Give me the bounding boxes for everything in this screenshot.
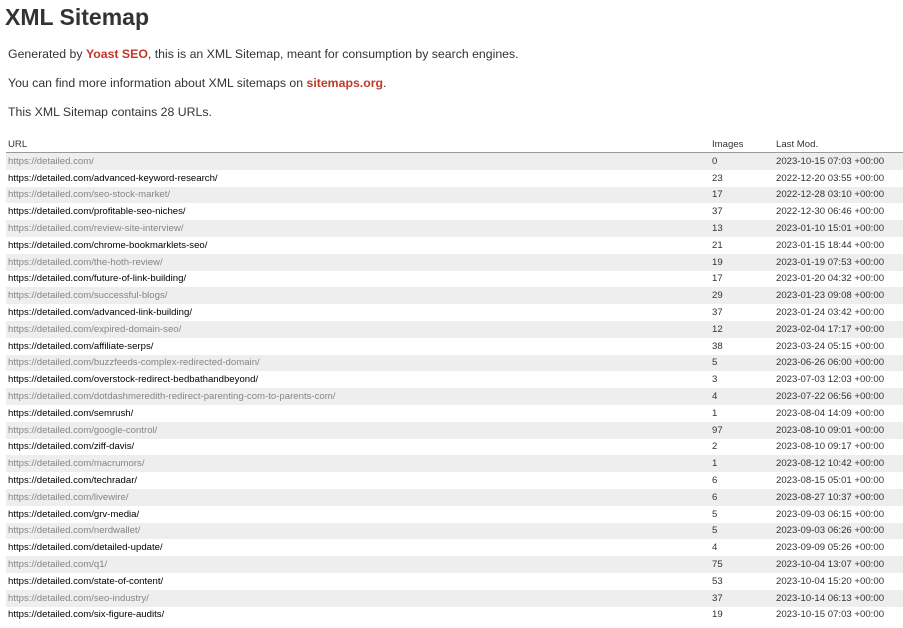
- images-count: 5: [712, 508, 718, 520]
- url-cell: [6, 573, 710, 590]
- url-cell: [6, 472, 710, 489]
- url-link[interactable]: https://detailed.com/techradar/: [8, 475, 138, 487]
- yoast-seo-link[interactable]: Yoast SEO: [85, 47, 148, 61]
- table-row: [6, 388, 903, 405]
- url-cell: [6, 187, 710, 204]
- last-modified: 2023-09-03 06:26 +00:00: [776, 525, 885, 537]
- url-link[interactable]: https://detailed.com/q1/: [8, 559, 108, 571]
- table-row: [6, 607, 903, 624]
- url-link[interactable]: https://detailed.com/six-figure-audits/: [8, 609, 165, 621]
- last-modified: 2023-10-14 06:13 +00:00: [776, 592, 885, 604]
- url-link[interactable]: https://detailed.com/affiliate-serps/: [8, 340, 154, 352]
- images-count: 1: [712, 458, 718, 470]
- url-link[interactable]: https://detailed.com/future-of-link-building/: [8, 273, 187, 285]
- table-header-row: [6, 137, 903, 153]
- url-cell: [6, 237, 710, 254]
- images-count: 75: [712, 559, 723, 571]
- last-modified: 2022-12-28 03:10 +00:00: [776, 189, 885, 201]
- info-suffix: .: [383, 76, 387, 90]
- url-cell: [6, 556, 710, 573]
- table-row: [6, 254, 903, 271]
- images-count: 4: [712, 391, 718, 403]
- url-link[interactable]: https://detailed.com/semrush/: [8, 407, 134, 419]
- column-header-lastmod[interactable]: Last Mod.: [774, 137, 903, 153]
- images-count: 38: [712, 340, 723, 352]
- table-row: [6, 170, 903, 187]
- images-count: 19: [712, 609, 723, 621]
- last-modified: 2023-08-12 10:42 +00:00: [776, 458, 885, 470]
- last-modified: 2023-06-26 06:00 +00:00: [776, 357, 885, 369]
- images-count: 3: [712, 374, 718, 386]
- images-count: 37: [712, 592, 723, 604]
- images-count: 6: [712, 475, 718, 487]
- table-row: [6, 573, 903, 590]
- last-modified: 2023-07-22 06:56 +00:00: [776, 391, 885, 403]
- last-modified: 2023-10-04 15:20 +00:00: [776, 575, 885, 587]
- url-cell: [6, 506, 710, 523]
- images-count: 5: [712, 357, 718, 369]
- last-modified: 2023-01-20 04:32 +00:00: [776, 273, 885, 285]
- images-count: 17: [712, 273, 723, 285]
- last-modified: 2023-01-24 03:42 +00:00: [776, 307, 885, 319]
- table-row: [6, 203, 903, 220]
- table-row: [6, 187, 903, 204]
- url-cell: [6, 271, 710, 288]
- table-row: [6, 153, 903, 170]
- url-cell: [6, 405, 710, 422]
- images-count: 37: [712, 307, 723, 319]
- url-link[interactable]: https://detailed.com/profitable-seo-niches/: [8, 206, 186, 218]
- table-row: [6, 237, 903, 254]
- last-modified: 2023-09-03 06:15 +00:00: [776, 508, 885, 520]
- table-row: [6, 321, 903, 338]
- last-modified: 2023-08-04 14:09 +00:00: [776, 407, 885, 419]
- url-link[interactable]: https://detailed.com/grv-media/: [8, 508, 140, 520]
- url-link[interactable]: https://detailed.com/advanced-link-building/: [8, 307, 192, 319]
- table-row: [6, 287, 903, 304]
- images-count: 2: [712, 441, 718, 453]
- last-modified: 2023-08-10 09:17 +00:00: [776, 441, 885, 453]
- url-cell: [6, 321, 710, 338]
- url-cell: [6, 254, 710, 271]
- table-row: [6, 304, 903, 321]
- images-count: 12: [712, 323, 723, 335]
- last-modified: 2023-02-04 17:17 +00:00: [776, 323, 885, 335]
- sitemap-table: [6, 137, 903, 623]
- generator-prefix: Generated by: [8, 47, 86, 61]
- table-row: [6, 439, 903, 456]
- url-cell: [6, 287, 710, 304]
- last-modified: 2022-12-30 06:46 +00:00: [776, 206, 885, 218]
- last-modified: 2023-09-09 05:26 +00:00: [776, 542, 885, 554]
- table-row: [6, 220, 903, 237]
- table-row: [6, 489, 903, 506]
- last-modified: 2023-03-24 05:15 +00:00: [776, 340, 885, 352]
- url-cell: [6, 338, 710, 355]
- last-modified: 2023-01-10 15:01 +00:00: [776, 223, 885, 235]
- url-cell: [6, 220, 710, 237]
- url-cell: [6, 203, 710, 220]
- last-modified: 2023-08-27 10:37 +00:00: [776, 491, 885, 503]
- last-modified: 2023-10-15 07:03 +00:00: [776, 609, 885, 621]
- url-cell: [6, 439, 710, 456]
- table-row: [6, 506, 903, 523]
- column-header-url[interactable]: URL: [6, 137, 710, 153]
- last-modified: 2023-08-15 05:01 +00:00: [776, 475, 885, 487]
- generator-suffix: , this is an XML Sitemap, meant for consumption by search engines.: [147, 47, 519, 61]
- table-row: [6, 590, 903, 607]
- images-count: 29: [712, 290, 723, 302]
- column-header-images[interactable]: Images: [710, 137, 774, 153]
- url-count-text: This XML Sitemap contains 28 URLs.: [8, 105, 212, 119]
- sitemap-table-body: [6, 153, 903, 624]
- url-link[interactable]: https://detailed.com/livewire/: [8, 491, 129, 503]
- table-row: [6, 472, 903, 489]
- last-modified: 2023-01-15 18:44 +00:00: [776, 239, 885, 251]
- url-cell: [6, 371, 710, 388]
- table-row: [6, 405, 903, 422]
- info-prefix: You can find more information about XML sitemaps on: [8, 76, 307, 90]
- images-count: 53: [712, 575, 723, 587]
- table-row: [6, 271, 903, 288]
- last-modified: 2022-12-20 03:55 +00:00: [776, 172, 885, 184]
- url-cell: [6, 170, 710, 187]
- table-row: [6, 422, 903, 439]
- url-link[interactable]: https://detailed.com/seo-stock-market/: [8, 189, 171, 201]
- url-cell: [6, 304, 710, 321]
- images-count: 5: [712, 525, 718, 537]
- images-count: 1: [712, 407, 718, 419]
- url-link[interactable]: https://detailed.com/seo-industry/: [8, 592, 149, 604]
- url-cell: [6, 422, 710, 439]
- url-cell: [6, 388, 710, 405]
- url-link[interactable]: https://detailed.com/: [8, 155, 94, 167]
- url-link[interactable]: https://detailed.com/dotdashmeredith-redirect-parenting-com-to-parents-com/: [8, 391, 336, 403]
- table-row: [6, 455, 903, 472]
- url-link[interactable]: https://detailed.com/overstock-redirect-bedbathandbeyond/: [8, 374, 259, 386]
- url-link[interactable]: https://detailed.com/the-hoth-review/: [8, 256, 163, 268]
- url-cell: [6, 455, 710, 472]
- last-modified: 2023-08-10 09:01 +00:00: [776, 424, 885, 436]
- url-link[interactable]: https://detailed.com/nerdwallet/: [8, 525, 141, 537]
- url-link[interactable]: https://detailed.com/expired-domain-seo/: [8, 323, 182, 335]
- url-cell: [6, 607, 710, 624]
- info-description: [8, 75, 386, 91]
- images-count: 19: [712, 256, 723, 268]
- table-row: [6, 539, 903, 556]
- url-cell: [6, 489, 710, 506]
- url-link[interactable]: https://detailed.com/ziff-davis/: [8, 441, 135, 453]
- images-count: 13: [712, 223, 723, 235]
- sitemaps-org-link[interactable]: sitemaps.org: [306, 76, 384, 90]
- url-cell: [6, 539, 710, 556]
- url-link[interactable]: https://detailed.com/advanced-keyword-research/: [8, 172, 218, 184]
- last-modified: 2023-01-23 09:08 +00:00: [776, 290, 885, 302]
- images-count: 37: [712, 206, 723, 218]
- table-row: [6, 371, 903, 388]
- url-link[interactable]: https://detailed.com/google-control/: [8, 424, 158, 436]
- generator-description: [8, 46, 519, 62]
- url-link[interactable]: https://detailed.com/macrumors/: [8, 458, 145, 470]
- last-modified: 2023-07-03 12:03 +00:00: [776, 374, 885, 386]
- images-count: 17: [712, 189, 723, 201]
- table-row: [6, 338, 903, 355]
- url-cell: [6, 355, 710, 372]
- url-link[interactable]: https://detailed.com/review-site-interview/: [8, 223, 184, 235]
- table-row: [6, 523, 903, 540]
- last-modified: 2023-10-04 13:07 +00:00: [776, 559, 885, 571]
- images-count: 97: [712, 424, 723, 436]
- images-count: 0: [712, 155, 718, 167]
- last-modified: 2023-01-19 07:53 +00:00: [776, 256, 885, 268]
- url-link[interactable]: https://detailed.com/successful-blogs/: [8, 290, 168, 302]
- url-cell: [6, 590, 710, 607]
- url-cell: [6, 153, 710, 170]
- url-link[interactable]: https://detailed.com/chrome-bookmarklets-seo/: [8, 239, 208, 251]
- table-row: [6, 355, 903, 372]
- url-link[interactable]: https://detailed.com/state-of-content/: [8, 575, 164, 587]
- url-link[interactable]: https://detailed.com/detailed-update/: [8, 542, 163, 554]
- url-link[interactable]: https://detailed.com/buzzfeeds-complex-redirected-domain/: [8, 357, 260, 369]
- images-count: 4: [712, 542, 718, 554]
- table-row: [6, 556, 903, 573]
- url-cell: [6, 523, 710, 540]
- page-title: XML Sitemap: [5, 4, 149, 30]
- images-count: 6: [712, 491, 718, 503]
- images-count: 23: [712, 172, 723, 184]
- images-count: 21: [712, 239, 723, 251]
- last-modified: 2023-10-15 07:03 +00:00: [776, 155, 885, 167]
